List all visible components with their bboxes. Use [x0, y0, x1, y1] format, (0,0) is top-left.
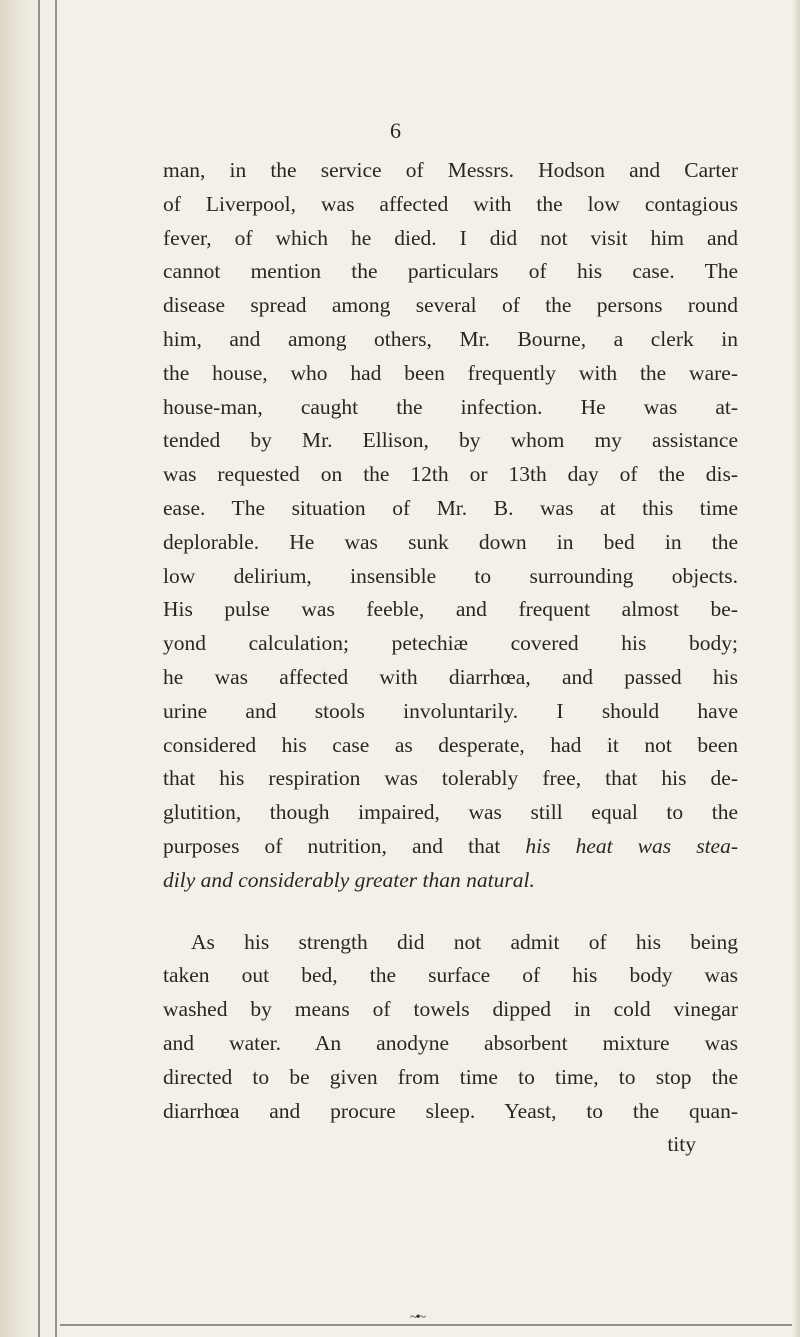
- paragraph-gap: [163, 898, 738, 926]
- text-line: disease spread among several of the persons round: [163, 293, 738, 318]
- paragraph-2: [163, 926, 738, 1129]
- page-number: 6: [390, 118, 402, 143]
- text-line: tended by Mr. Ellison, by whom my assistance: [163, 428, 738, 453]
- text-line: the house, who had been frequently with the ware-: [163, 360, 738, 385]
- page-body: [163, 154, 738, 1162]
- page-bottom-edge: [60, 1324, 792, 1326]
- page-right-edge: [792, 0, 800, 1337]
- text-line: ease. The situation of Mr. B. was at this time: [163, 495, 738, 520]
- text-line: of Liverpool, was affected with the low contagious: [163, 191, 738, 216]
- text-line: yond calculation; petechiæ covered his body;: [163, 631, 738, 656]
- text-line: taken out bed, the surface of his body was: [163, 963, 738, 988]
- text-line: diarrhœa and procure sleep. Yeast, to the quan-: [163, 1098, 738, 1123]
- gutter-line: [38, 0, 40, 1337]
- italic-emphasis: his heat was stea-: [525, 833, 738, 858]
- text-line: that his respiration was tolerably free, that his de-: [163, 766, 738, 791]
- text-line: considered his case as desperate, had it not been: [163, 732, 738, 757]
- catchword: tity: [667, 1132, 696, 1157]
- text-line: fever, of which he died. I did not visit him and: [163, 225, 738, 250]
- text-line: deplorable. He was sunk down in bed in the: [163, 529, 738, 554]
- italic-emphasis-line: dily and considerably greater than natural.: [163, 867, 535, 892]
- text-line: he was affected with diarrhœa, and passed his: [163, 664, 738, 689]
- text-line: and water. An anodyne absorbent mixture was: [163, 1030, 738, 1055]
- text-line: washed by means of towels dipped in cold vinegar: [163, 997, 738, 1022]
- text-line: His pulse was feeble, and frequent almost be-: [163, 597, 738, 622]
- book-gutter: [0, 0, 70, 1337]
- text-line: him, and among others, Mr. Bourne, a clerk in: [163, 326, 738, 351]
- text-line-mixed: [163, 830, 738, 864]
- text-line: glutition, though impaired, was still equal to the: [163, 800, 738, 825]
- text-run: purposes of nutrition, and that: [163, 833, 526, 858]
- text-line: man, in the service of Messrs. Hodson and Carter: [163, 158, 738, 182]
- text-line: low delirium, insensible to surrounding objects.: [163, 563, 738, 588]
- text-line: As his strength did not admit of his being: [191, 929, 738, 954]
- text-line: urine and stools involuntarily. I should have: [163, 698, 738, 723]
- gutter-line: [55, 0, 57, 1337]
- text-line: cannot mention the particulars of his case. The: [163, 259, 738, 284]
- paragraph-1: [163, 154, 738, 898]
- text-line: directed to be given from time to time, to stop the: [163, 1064, 738, 1089]
- text-line: was requested on the 12th or 13th day of the dis-: [163, 462, 738, 487]
- text-line: house-man, caught the infection. He was at-: [163, 394, 738, 419]
- printer-ornament: ~•~: [410, 1310, 425, 1325]
